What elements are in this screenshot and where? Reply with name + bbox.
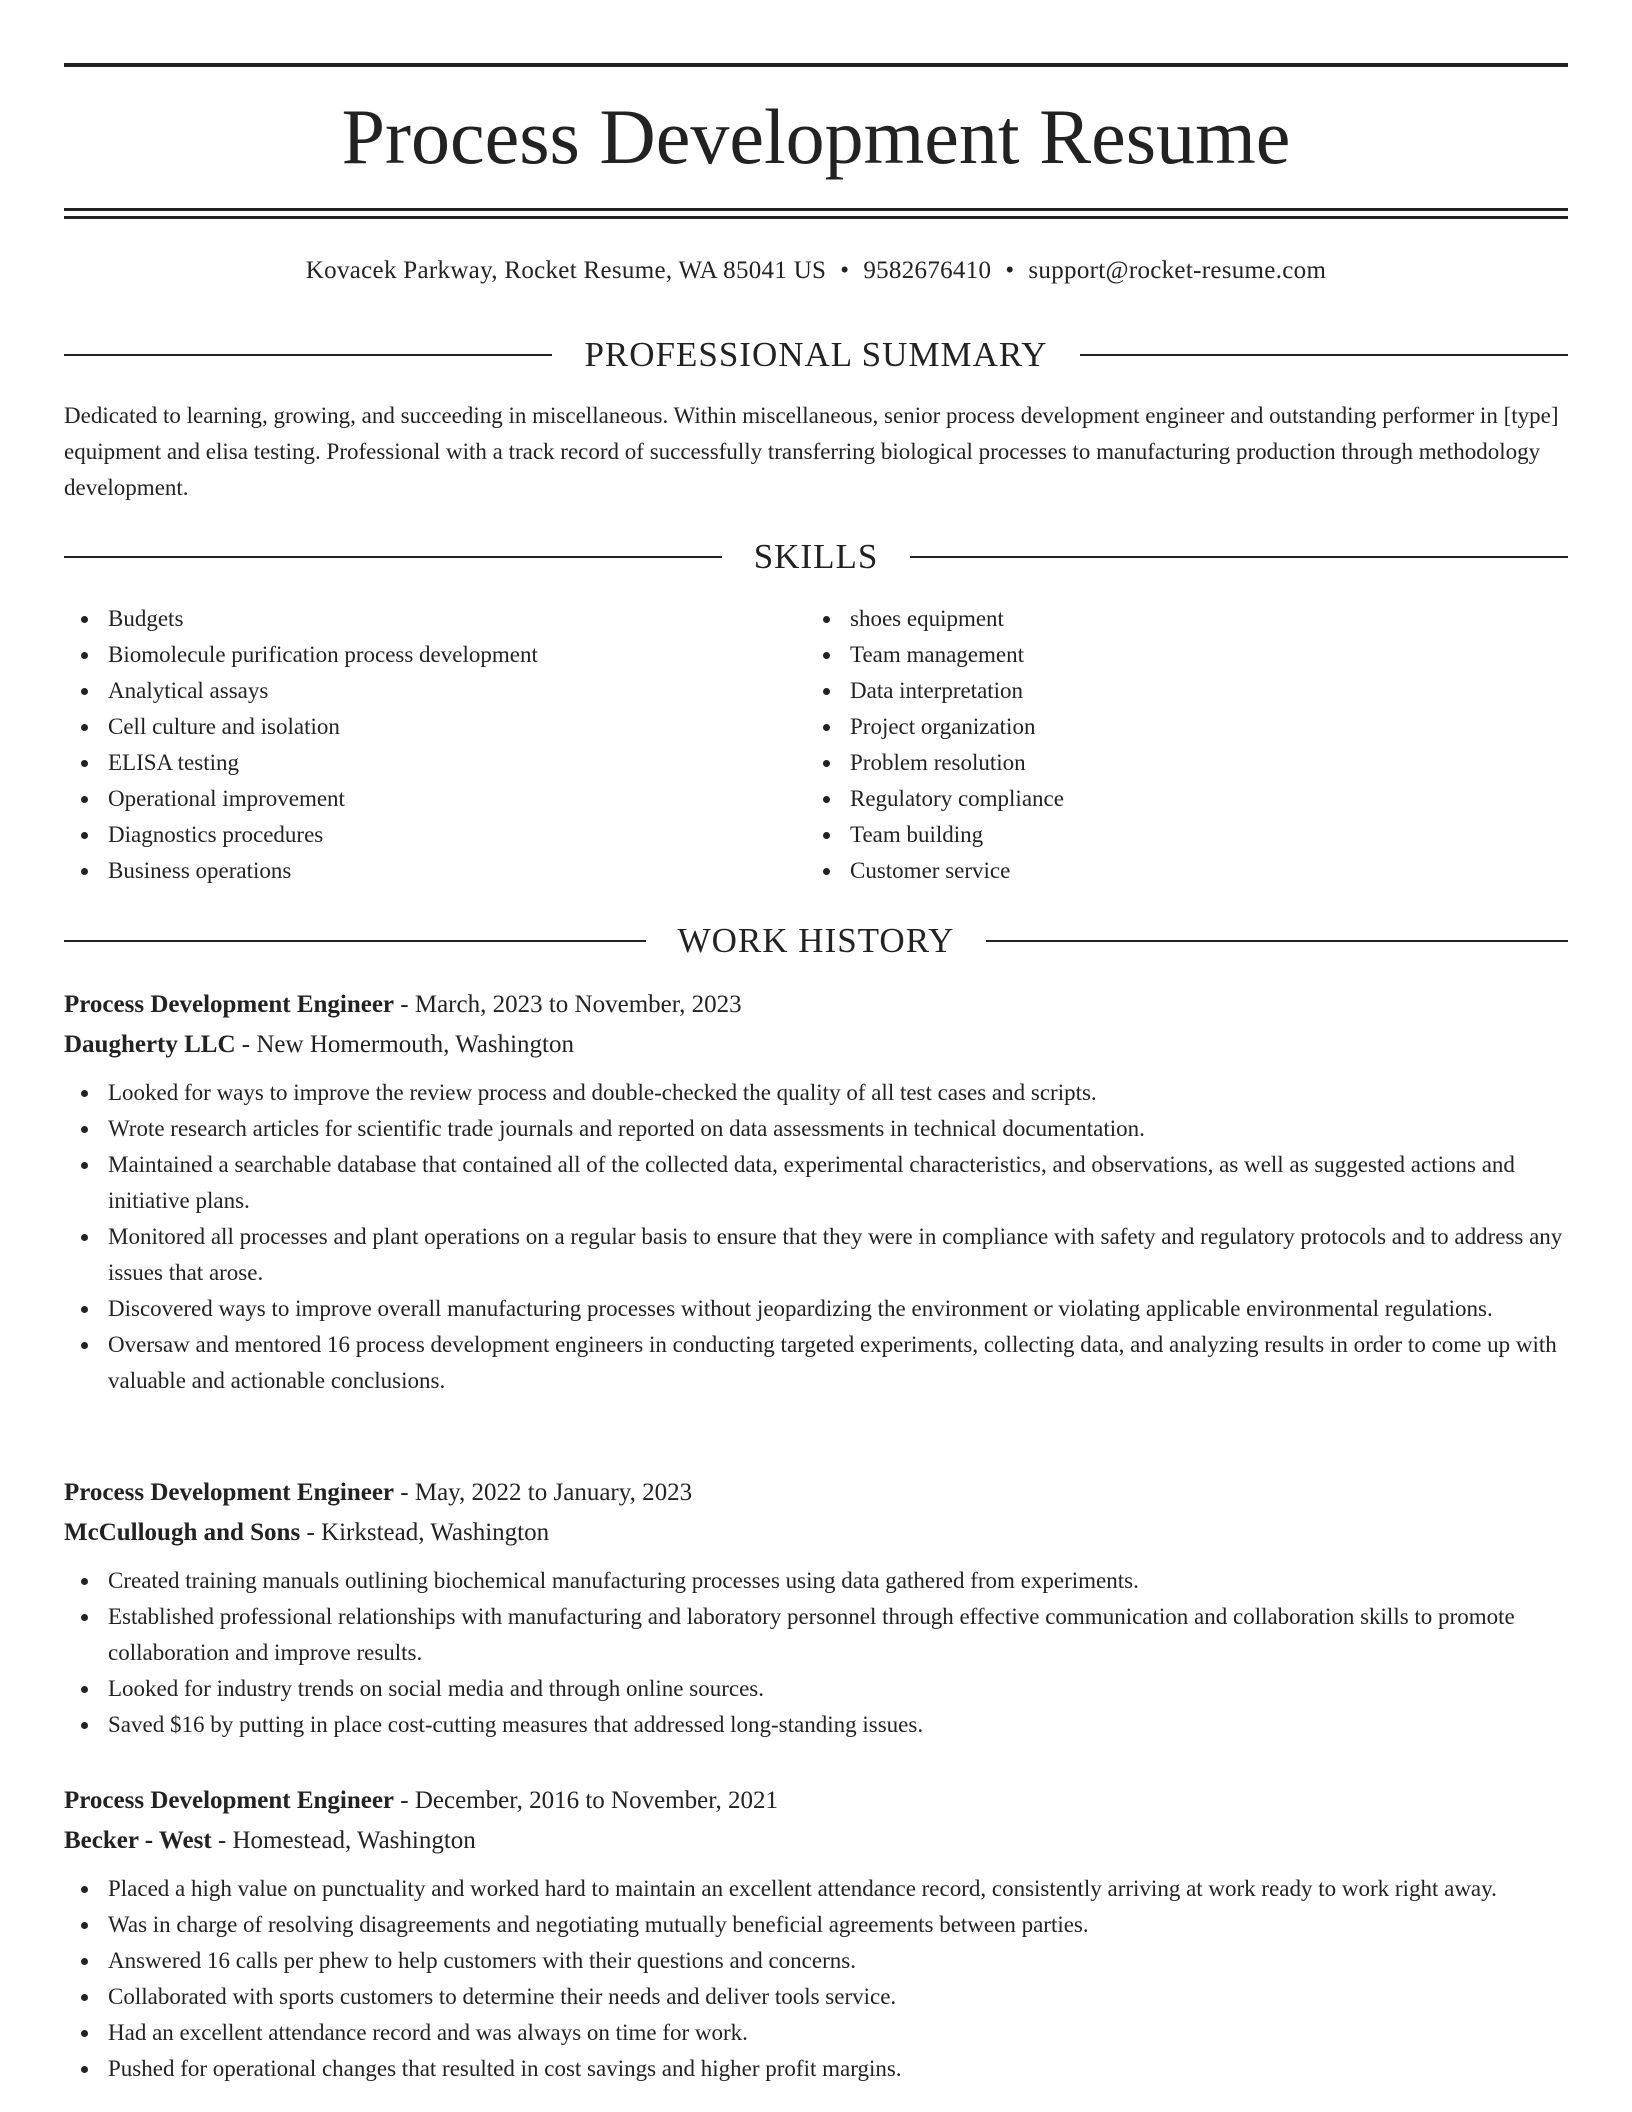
job-location: - Homestead, Washington [211,1827,476,1854]
skill-item: Project organization [806,709,1064,745]
heading-rule-left [64,556,722,558]
job-location: - New Homermouth, Washington [235,1031,574,1058]
contact-phone: 9582676410 [863,257,992,284]
job-company-line [64,1025,1568,1065]
skill-item: Team building [806,817,1064,853]
skill-item: Data interpretation [806,673,1064,709]
skills-column-2 [806,601,1064,889]
heading-rule-right [986,940,1568,942]
skill-item: Budgets [64,601,538,637]
summary-text: Dedicated to learning, growing, and succeeding in miscellaneous. Within miscellaneous, senior process development engineer and outstanding performer in [type] equipment and elisa testing. Professional with a track record of successfully transferring biological processes to manufacturing production through methodology development. [64,403,1559,500]
job-bullet: Was in charge of resolving disagreements and negotiating mutually beneficial agreements between parties. [64,1907,1568,1943]
job-company: Becker - West [64,1827,212,1854]
title-double-rule-lower [64,216,1568,219]
job-company: McCullough and Sons [64,1519,301,1546]
contact-line [64,252,1568,290]
heading-rule-right [1080,354,1568,356]
summary-heading-label: PROFESSIONAL SUMMARY [584,335,1048,374]
contact-email: support@rocket-resume.com [1028,257,1327,284]
skill-item: Operational improvement [64,781,538,817]
job-bullet: Discovered ways to improve overall manufacturing processes without jeopardizing the environment or violating applicable environmental regulations. [64,1291,1568,1327]
job-bullets [64,1075,1568,1399]
skills-heading-label: SKILLS [753,537,879,576]
skill-item: shoes equipment [806,601,1064,637]
job-bullets [64,1871,1568,2087]
job-bullet: Looked for industry trends on social media and through online sources. [64,1671,1568,1707]
skills-heading [64,535,1568,579]
skill-item: ELISA testing [64,745,538,781]
job-dates: - December, 2016 to November, 2021 [394,1787,779,1814]
skill-item: Regulatory compliance [806,781,1064,817]
top-rule [64,63,1568,67]
job-company-line [64,1821,1568,1861]
job-title: Process Development Engineer [64,1479,395,1506]
job-bullet: Monitored all processes and plant operations on a regular basis to ensure that they were in compliance with safety and regulatory protocols and to address any issues that arose. [64,1219,1568,1291]
job-bullet: Oversaw and mentored 16 process development engineers in conducting targeted experiments, collecting data, and analyzing results in order to come up with valuable and actionable conclusions. [64,1327,1568,1399]
job-bullet: Established professional relationships with manufacturing and laboratory personnel through effective communication and collaboration skills to promote collaboration and improve results. [64,1599,1568,1671]
job-bullet: Collaborated with sports customers to determine their needs and deliver tools service. [64,1979,1568,2015]
job-dates: - March, 2023 to November, 2023 [394,991,742,1018]
skill-item: Analytical assays [64,673,538,709]
heading-rule-left [64,940,646,942]
work-history-heading [64,919,1568,963]
job-title: Process Development Engineer [64,1787,395,1814]
contact-separator: • [840,257,850,284]
skill-item: Business operations [64,853,538,889]
job-entry [64,1781,1568,2087]
summary-heading [64,333,1568,377]
job-title: Process Development Engineer [64,991,395,1018]
skill-item: Team management [806,637,1064,673]
heading-rule-right [910,556,1568,558]
job-title-line [64,985,1568,1025]
contact-separator: • [1005,257,1015,284]
job-location: - Kirkstead, Washington [300,1519,550,1546]
skill-item: Diagnostics procedures [64,817,538,853]
job-bullets [64,1563,1568,1743]
job-bullet: Maintained a searchable database that contained all of the collected data, experimental characteristics, and observations, as well as suggested actions and initiative plans. [64,1147,1568,1219]
job-bullet: Looked for ways to improve the review process and double-checked the quality of all test cases and scripts. [64,1075,1568,1111]
job-bullet: Pushed for operational changes that resulted in cost savings and higher profit margins. [64,2051,1568,2087]
job-bullet: Answered 16 calls per phew to help customers with their questions and concerns. [64,1943,1568,1979]
job-entry [64,1473,1568,1743]
job-bullet: Created training manuals outlining biochemical manufacturing processes using data gathered from experiments. [64,1563,1568,1599]
job-bullet: Wrote research articles for scientific trade journals and reported on data assessments in technical documentation. [64,1111,1568,1147]
work-history-heading-label: WORK HISTORY [677,921,955,960]
skill-item: Customer service [806,853,1064,889]
job-company-line [64,1513,1568,1553]
contact-address: Kovacek Parkway, Rocket Resume, WA 85041 US [305,257,827,284]
heading-rule-left [64,354,552,356]
skill-item: Cell culture and isolation [64,709,538,745]
job-dates: - May, 2022 to January, 2023 [394,1479,693,1506]
skill-item: Biomolecule purification process development [64,637,538,673]
job-bullet: Saved $16 by putting in place cost-cutting measures that addressed long-standing issues. [64,1707,1568,1743]
title-double-rule-upper [64,208,1568,211]
job-company: Daugherty LLC [64,1031,236,1058]
skills-column-1 [64,601,538,889]
job-title-line [64,1781,1568,1821]
job-title-line [64,1473,1568,1513]
page-title: Process Development Resume [341,93,1291,180]
job-bullet: Had an excellent attendance record and was always on time for work. [64,2015,1568,2051]
job-bullet: Placed a high value on punctuality and worked hard to maintain an excellent attendance record, consistently arriving at work ready to work right away. [64,1871,1568,1907]
job-entry [64,985,1568,1399]
skill-item: Problem resolution [806,745,1064,781]
